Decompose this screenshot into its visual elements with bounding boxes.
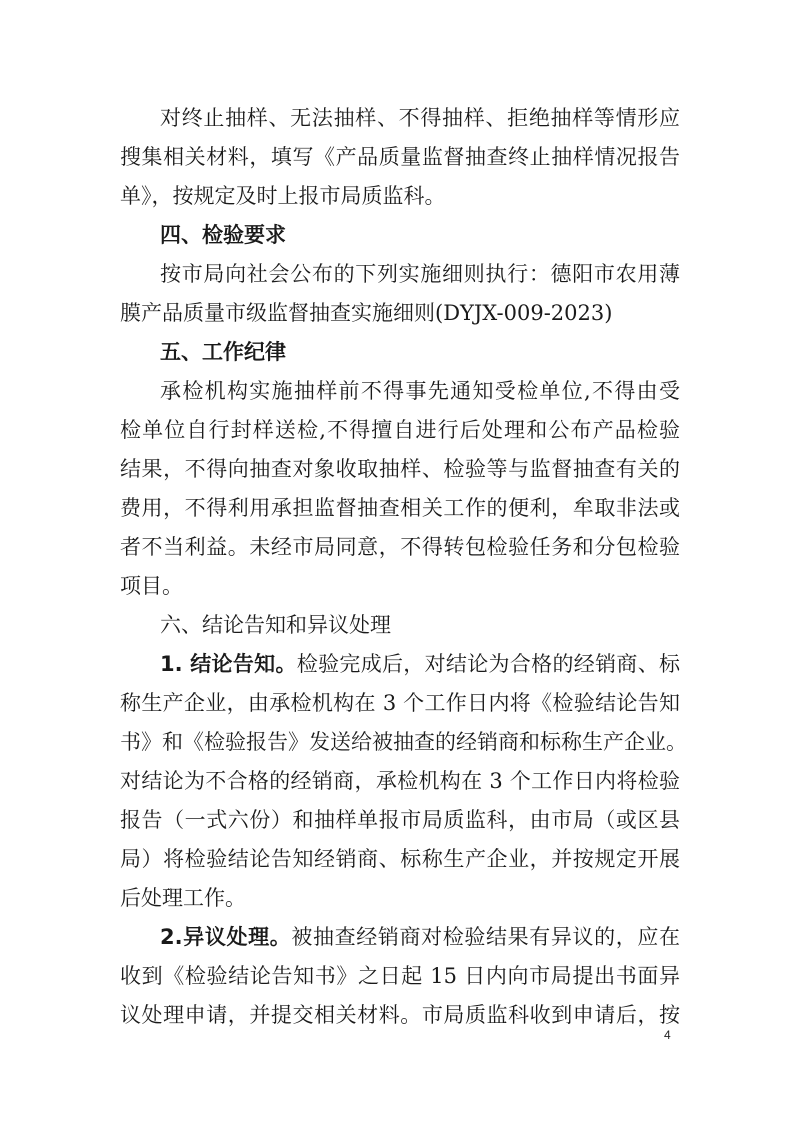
paragraph-line: 议处理申请，并提交相关材料。市局质监科收到申请后，按 xyxy=(120,1003,680,1027)
item-label-2: 2.异议处理。 xyxy=(160,925,292,949)
paragraph-line: 膜产品质量市级监督抽查实施细则(DYJX-009-2023) xyxy=(120,301,613,325)
paragraph-line: 者不当利益。未经市局同意，不得转包检验任务和分包检验 xyxy=(120,535,680,559)
paragraph-line: 报告（一式六份）和抽样单报市局质监科，由市局（或区县 xyxy=(120,808,680,832)
paragraph-line-with-label xyxy=(160,650,680,678)
paragraph-line: 检单位自行封样送检,不得擅自进行后处理和公布产品检验 xyxy=(120,418,680,442)
paragraph-line: 结果，不得向抽查对象收取抽样、检验等与监督抽查有关的 xyxy=(120,457,680,481)
paragraph-line: 局）将检验结论告知经销商、标称生产企业，并按规定开展 xyxy=(120,847,680,871)
paragraph-text: 检验完成后，对结论为合格的经销商、标 xyxy=(296,652,681,676)
item-label-1: 1. 结论告知。 xyxy=(160,652,297,676)
paragraph-line: 对结论为不合格的经销商，承检机构在 3 个工作日内将检验 xyxy=(120,769,680,793)
paragraph-line: 后处理工作。 xyxy=(120,886,246,910)
page-number: 4 xyxy=(664,1028,671,1042)
section-heading-5: 五、工作纪律 xyxy=(160,340,286,364)
paragraph-line: 项目。 xyxy=(120,574,183,598)
paragraph-line: 承检机构实施抽样前不得事先通知受检单位,不得由受 xyxy=(160,379,680,403)
section-heading-4: 四、检验要求 xyxy=(160,223,286,247)
section-heading-6: 六、结论告知和异议处理 xyxy=(160,613,391,637)
paragraph-line-with-label xyxy=(160,923,680,951)
paragraph-line: 对终止抽样、无法抽样、不得抽样、拒绝抽样等情形应 xyxy=(160,106,680,130)
paragraph-line: 收到《检验结论告知书》之日起 15 日内向市局提出书面异 xyxy=(120,964,680,988)
paragraph-line: 单》，按规定及时上报市局质监科。 xyxy=(120,184,446,208)
paragraph-line: 按市局向社会公布的下列实施细则执行：德阳市农用薄 xyxy=(160,262,680,286)
paragraph-line: 搜集相关材料，填写《产品质量监督抽查终止抽样情况报告 xyxy=(120,145,680,169)
paragraph-line: 书》和《检验报告》发送给被抽查的经销商和标称生产企业。 xyxy=(120,730,687,754)
paragraph-line: 费用，不得利用承担监督抽查相关工作的便利，牟取非法或 xyxy=(120,496,680,520)
paragraph-text: 被抽查经销商对检验结果有异议的，应在 xyxy=(291,925,681,949)
paragraph-line: 称生产企业，由承检机构在 3 个工作日内将《检验结论告知 xyxy=(120,691,680,715)
